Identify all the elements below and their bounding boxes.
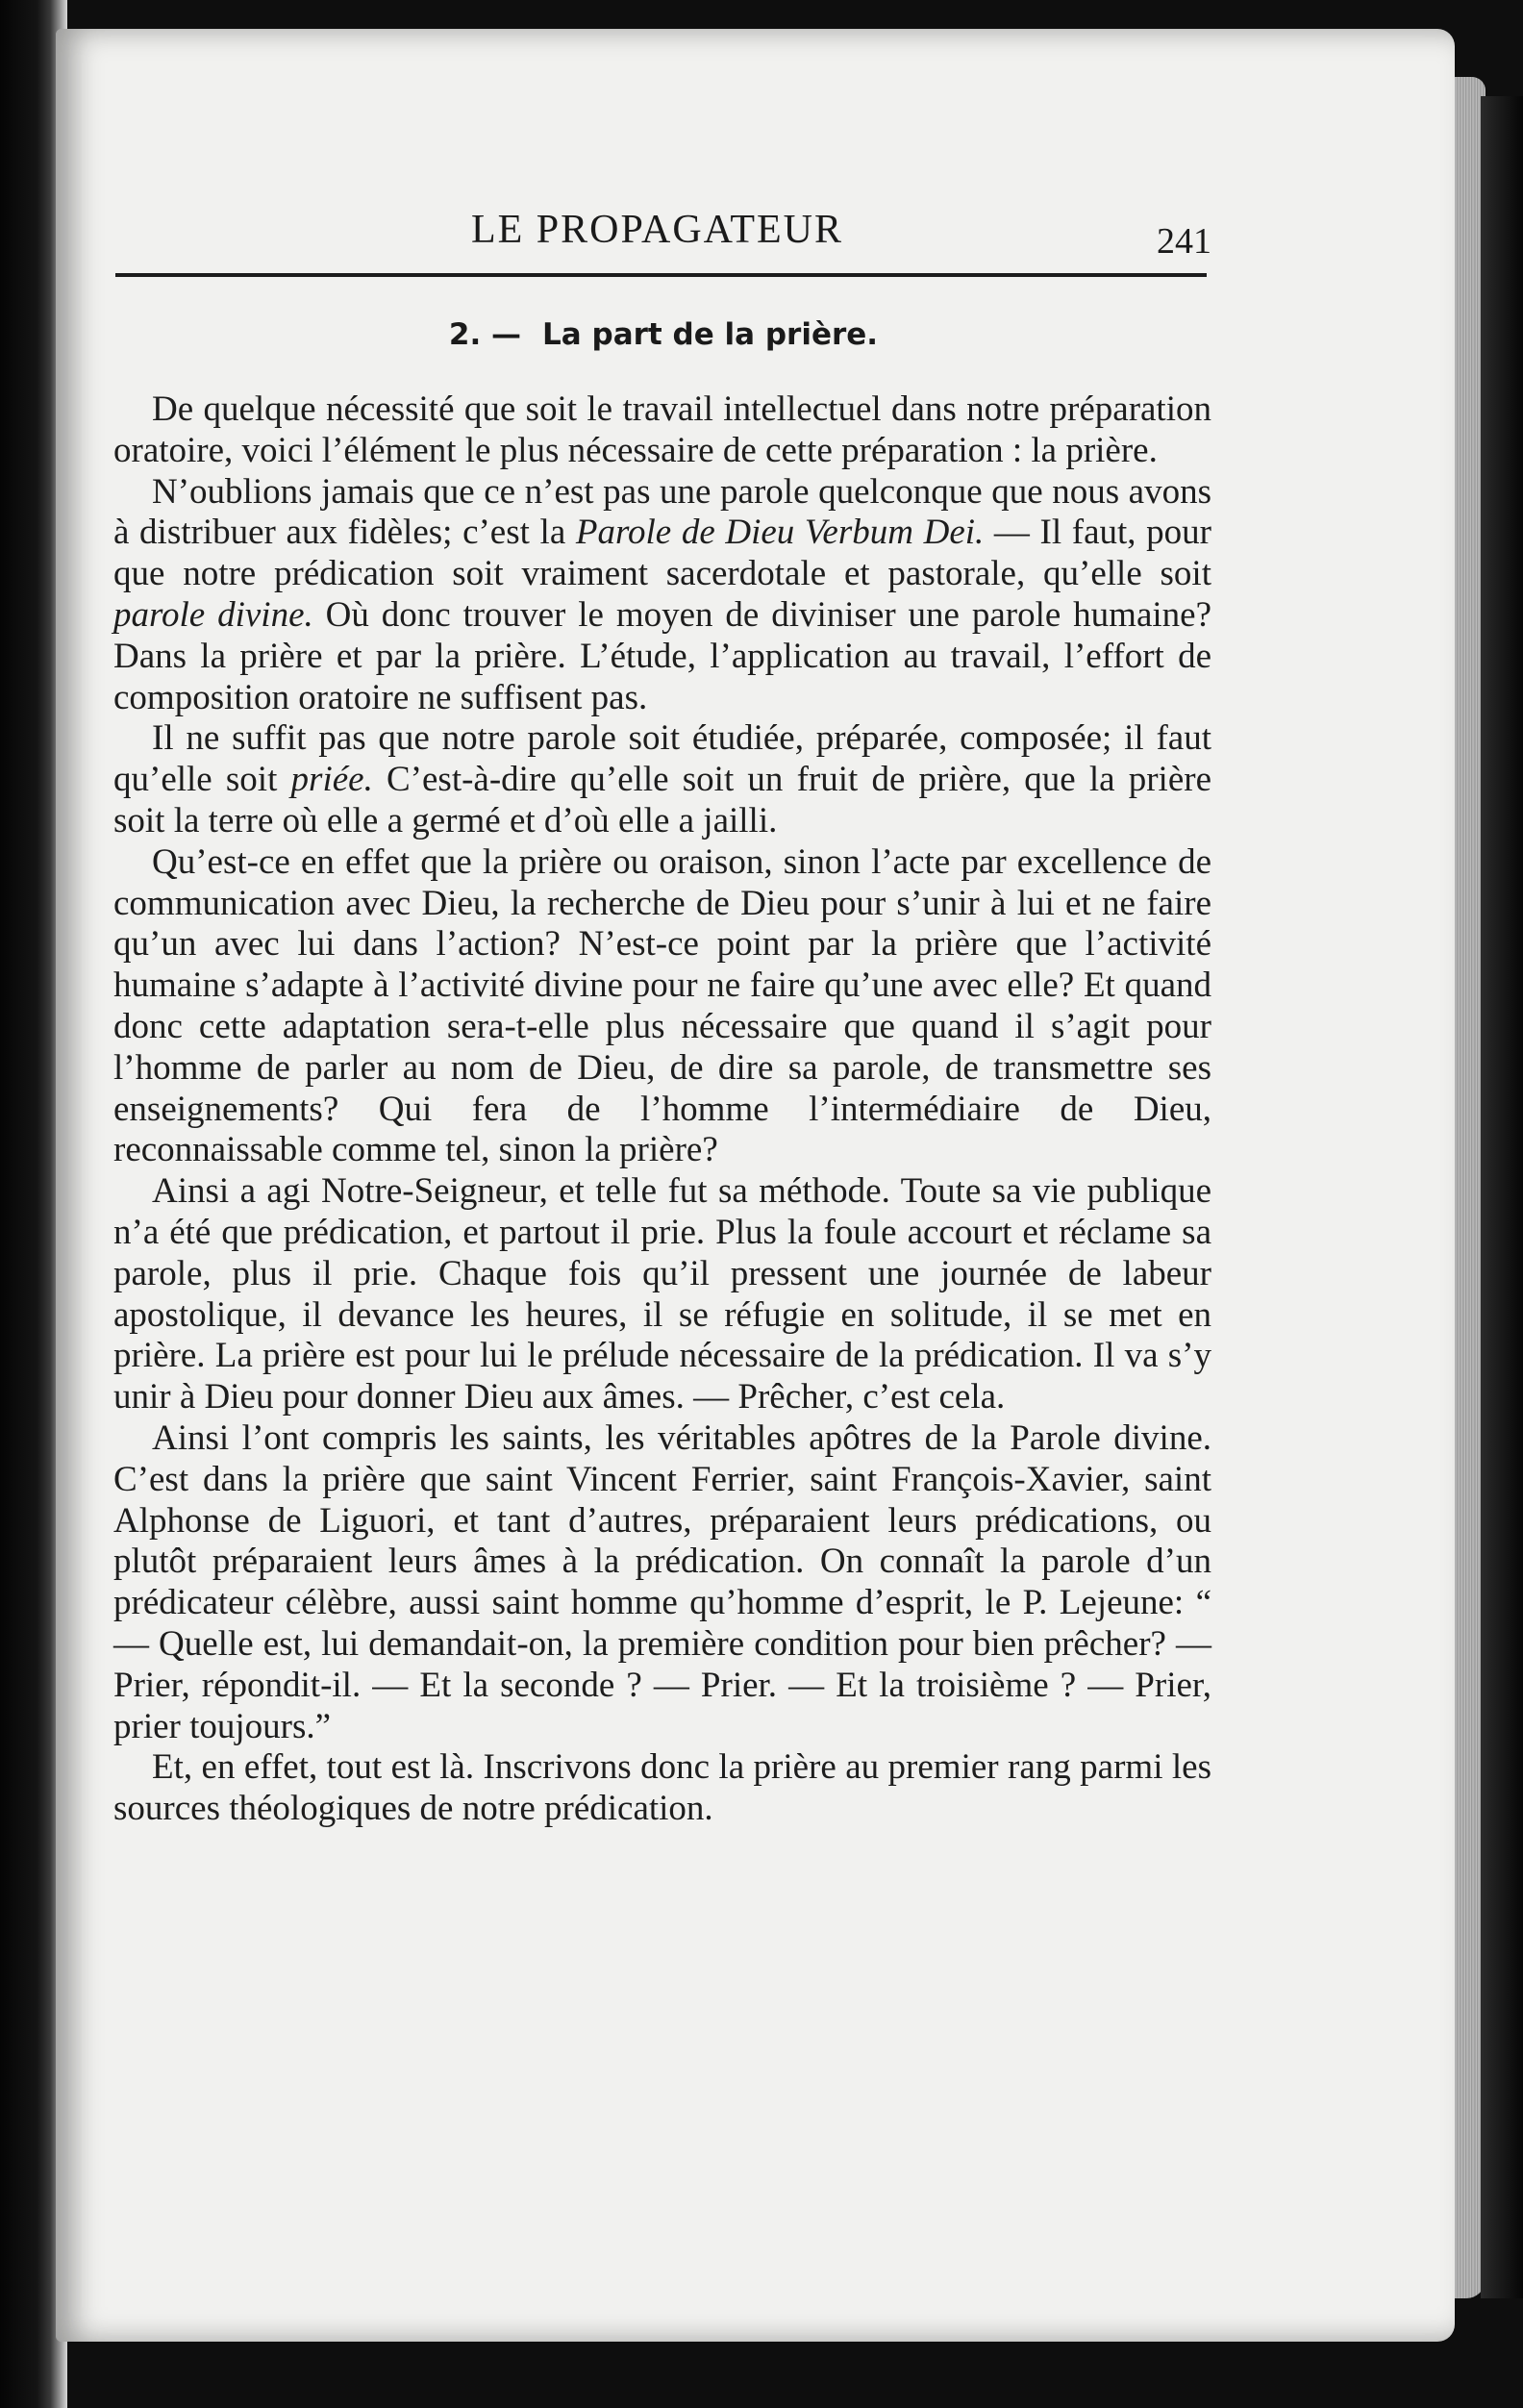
paragraph [113, 1171, 1211, 1418]
paragraph-text: — Il faut, pour que notre prédication soit vraiment sacerdotale et pastorale, qu’elle soit [113, 513, 1211, 594]
paragraph [113, 718, 1211, 841]
paragraph [113, 1747, 1211, 1830]
paragraph-text: De quelque nécessité que soit le travail intellectuel dans notre préparation oratoire, voici l’élément le plus nécessaire de cette préparation : la prière. [113, 389, 1211, 470]
paragraph-text: Ainsi l’ont compris les saints, les véritables apôtres de la Parole divine. C’est dans la prière que saint Vincent Ferrier, saint François-Xavier, saint Alphonse de Liguori, et tant d’autres, préparaient leurs prédications, ou plutôt préparaient leurs âmes à la prédication. On connaît la parole d’un prédicateur célèbre, aussi saint homme qu’homme d’esprit, le P. Lejeune: “ — Quelle est, lui demandait-on, la première condition pour bien prêcher? — Prier, répondit-il. — Et la seconde ? — Prier. — Et la troisième ? — Prier, prier toujours.” [113, 1417, 1211, 1746]
paragraph-text: C’est-à-dire qu’elle soit un fruit de prière, que la prière soit la terre où elle a germé et d’où elle a jailli. [113, 760, 1211, 840]
body-text [113, 389, 1211, 1830]
running-title: LE PROPAGATEUR [471, 208, 844, 252]
italic-text: Parole de Dieu Verbum Dei. [575, 513, 985, 553]
paragraph [113, 1418, 1211, 1747]
section-heading [115, 317, 1211, 352]
page-number: 241 [1157, 221, 1211, 262]
italic-text: parole divine. [113, 594, 313, 635]
paragraph-text: Et, en effet, tout est là. Inscrivons donc la prière au premier rang parmi les sources théologiques de notre prédication. [113, 1747, 1211, 1829]
italic-text: priée. [290, 760, 373, 800]
paragraph-text: N’oublions jamais que ce n’est pas une parole quelconque que nous avons à distribuer aux fidèles; c’est la [113, 471, 1211, 553]
paragraph-text: Qu’est-ce en effet que la prière ou oraison, sinon l’acte par excellence de communication avec Dieu, la recherche de Dieu pour s’unir à lui et ne faire qu’un avec lui dans l’action? N’est-ce point par la prière que l’activité humaine s’adapte à l’activité divine pour ne faire qu’une avec elle? Et quand donc cette adaptation sera-t-elle plus nécessaire que quand il s’agit pour l’homme de parler au nom de Dieu, de dire sa parole, de transmettre ses enseignements? Qui fera de l’homme l’intermédiaire de Dieu, reconnaissable comme tel, sinon la prière? [113, 841, 1211, 1170]
book-edge-shadow [1481, 96, 1523, 2298]
paragraph [113, 842, 1211, 1171]
section-number: 2. — [448, 317, 522, 352]
paragraph [113, 472, 1211, 719]
paragraph [113, 389, 1211, 472]
paragraph-text: Où donc trouver le moyen de diviniser une parole humaine? Dans la prière et par la prière. L’étude, l’application au travail, l’effort de composition oratoire ne suffisent pas. [113, 594, 1211, 717]
header-rule [115, 273, 1207, 277]
running-header [115, 207, 1211, 264]
paragraph-text: Ainsi a agi Notre-Seigneur, et telle fut sa méthode. Toute sa vie publique n’a été que prédication, et partout il prie. Plus la foule accourt et réclame sa parole, plus il prie. Chaque fois qu’il pressent une journée de labeur apostolique, il devance les heures, il se réfugie en solitude, il se met en prière. La prière est pour lui le prélude nécessaire de la prédication. Il va s’y unir à Dieu pour donner Dieu aux âmes. — Prêcher, c’est cela. [113, 1171, 1211, 1417]
paragraph-text: Il ne suffit pas que notre parole soit étudiée, préparée, composée; il faut qu’elle soit [113, 718, 1211, 800]
section-title: La part de la prière. [542, 317, 879, 352]
